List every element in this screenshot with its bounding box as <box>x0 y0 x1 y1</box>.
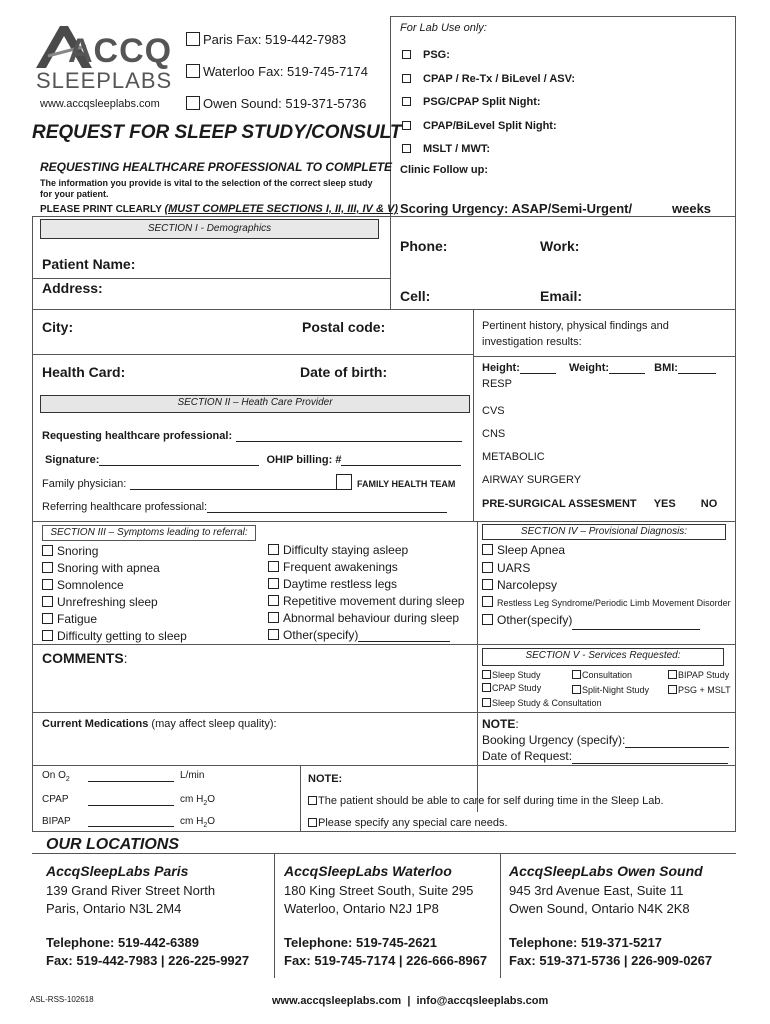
family-team-checkbox[interactable] <box>336 474 352 490</box>
locations-heading: OUR LOCATIONS <box>46 836 180 853</box>
history-resp: RESP <box>482 378 512 390</box>
page-title: REQUEST FOR SLEEP STUDY/CONSULT <box>32 122 402 143</box>
booking-date: Date of Request: <box>482 748 729 764</box>
intro-print: PLEASE PRINT CLEARLY (MUST COMPLETE SECTIONS I, II, III, IV & V) <box>40 203 398 215</box>
checkbox-icon <box>402 50 411 59</box>
city-label: City: <box>42 319 74 335</box>
diagnosis-list <box>482 542 731 630</box>
symptom-abnormal[interactable]: Abnormal behaviour during sleep <box>268 611 464 625</box>
cpap-line[interactable] <box>88 805 174 806</box>
section-3-header: SECTION III – Symptoms leading to referral: <box>42 525 256 541</box>
fax-options <box>186 30 368 114</box>
checkbox-icon <box>268 544 279 555</box>
section-1-header: SECTION I - Demographics <box>40 219 379 239</box>
email-label: Email: <box>540 288 583 304</box>
checkbox-icon <box>572 685 581 694</box>
postal-code-label: Postal code: <box>302 319 386 335</box>
checkbox-icon <box>482 562 493 573</box>
checkbox-icon <box>268 629 279 640</box>
section-2-header: SECTION II – Heath Care Provider <box>40 395 470 413</box>
checkbox-icon <box>402 144 411 153</box>
checkbox-icon <box>42 545 53 556</box>
referring-row: Referring healthcare professional: <box>42 501 447 513</box>
history-cvs: CVS <box>482 405 505 417</box>
service-split-night[interactable]: Split-Night Study <box>572 685 649 695</box>
bipap-line[interactable] <box>88 826 174 827</box>
medications-label: Current Medications (may affect sleep quality): <box>42 718 277 730</box>
intro-text: The information you provide is vital to the selection of the correct sleep study for your patient. <box>40 178 373 199</box>
vitals-row: Height: Weight: BMI: <box>482 362 716 374</box>
checkbox-icon <box>482 670 491 679</box>
footer-code: ASL-RSS-102618 <box>30 995 94 1004</box>
checkbox-icon <box>402 97 411 106</box>
lab-use-psg-cpap-split[interactable]: PSG/CPAP Split Night: <box>402 91 575 115</box>
symptom-staying-asleep[interactable]: Difficulty staying asleep <box>268 543 464 557</box>
location-waterloo: AccqSleepLabs Waterloo 180 King Street South, Suite 295 Waterloo, Ontario N2J 1P8 Telephone: 519-745-2621 Fax: 519-745-7174 | 226-666-8967 <box>284 863 488 968</box>
symptom-snoring-apnea[interactable]: Snoring with apnea <box>42 561 187 575</box>
logo-brand-bottom: SLEEPLABS <box>36 68 173 93</box>
history-metabolic: METABOLIC <box>482 451 545 463</box>
requesting-row: Requesting healthcare professional: <box>42 430 462 442</box>
checkbox-icon <box>268 561 279 572</box>
checkbox-icon <box>268 612 279 623</box>
section-5-header: SECTION V - Services Requested: <box>482 648 724 666</box>
note-special-care[interactable]: Please specify any special care needs. <box>308 812 664 834</box>
symptom-restless-legs[interactable]: Daytime restless legs <box>268 577 464 591</box>
service-sleep-study[interactable]: Sleep Study <box>482 670 541 680</box>
scoring-weeks: weeks <box>672 201 712 216</box>
checkbox-icon <box>482 579 493 590</box>
checkbox-icon <box>482 596 493 607</box>
checkbox-icon <box>668 685 677 694</box>
note-self-care[interactable]: The patient should be able to care for self during time in the Sleep Lab. <box>308 790 664 812</box>
clinic-follow-up: Clinic Follow up: <box>400 164 488 176</box>
booking-urgency: Booking Urgency (specify): <box>482 732 729 748</box>
logo-website: www.accqsleeplabs.com <box>40 98 160 110</box>
history-heading: Pertinent history, physical findings and investigation results: <box>482 320 669 348</box>
history-airway: AIRWAY SURGERY <box>482 474 582 486</box>
oxygen-block: On $O_2$ L/min CPAP cm $H_2O$ BIPAP cm $H_2O$ <box>42 770 216 829</box>
lab-use-cpap-bilevel-split[interactable]: CPAP/BiLevel Split Night: <box>402 115 575 139</box>
checkbox-icon <box>482 698 491 707</box>
diagnosis-sleep-apnea[interactable]: Sleep Apnea <box>482 542 731 560</box>
scoring-urgency: Scoring Urgency: ASAP/Semi-Urgent/ <box>400 201 633 216</box>
work-label: Work: <box>540 238 580 254</box>
symptom-snoring[interactable]: Snoring <box>42 544 187 558</box>
patient-name-label: Patient Name: <box>42 256 136 272</box>
symptom-somnolence[interactable]: Somnolence <box>42 578 187 592</box>
checkbox-icon <box>268 578 279 589</box>
location-owen-sound: AccqSleepLabs Owen Sound 945 3rd Avenue East, Suite 11 Owen Sound, Ontario N4K 2K8 Telephone: 519-371-5217 Fax: 519-371-5736 | 226-909-0267 <box>509 863 713 968</box>
notes-block: NOTE: The patient should be able to care for self during time in the Sleep Lab. Please specify any special care needs. <box>308 768 664 834</box>
fax-option-waterloo[interactable]: Waterloo Fax: 519-745-7174 <box>186 62 368 82</box>
comments-label: COMMENTS: <box>42 650 128 666</box>
presurgical-row: PRE-SURGICAL ASSESMENT YES NO <box>482 498 718 510</box>
checkbox-icon <box>42 630 53 641</box>
checkbox-icon <box>186 64 200 78</box>
service-bipap[interactable]: BIPAP Study <box>668 670 729 680</box>
symptom-fatigue[interactable]: Fatigue <box>42 612 187 626</box>
checkbox-icon <box>268 595 279 606</box>
logo <box>30 22 180 110</box>
intro-heading: REQUESTING HEALTHCARE PROFESSIONAL TO COMPLETE <box>40 160 393 174</box>
health-card-label: Health Card: <box>42 364 126 380</box>
checkbox-icon <box>482 683 491 692</box>
cell-label: Cell: <box>400 288 431 304</box>
symptoms-col2 <box>268 543 464 645</box>
service-psg-mslt[interactable]: PSG + MSLT <box>668 685 731 695</box>
checkbox-icon <box>308 796 317 805</box>
checkbox-icon <box>482 614 493 625</box>
diagnosis-narcolepsy[interactable]: Narcolepsy <box>482 577 731 595</box>
footer-contact[interactable]: www.accqsleeplabs.com | info@accqsleeplabs.com <box>272 995 549 1007</box>
checkbox-icon <box>572 670 581 679</box>
lab-use-mslt[interactable]: MSLT / MWT: <box>402 138 575 162</box>
services-list <box>482 670 732 714</box>
diagnosis-rls[interactable]: Restless Leg Syndrome/Periodic Limb Movement Disorder <box>482 595 731 613</box>
service-cpap[interactable]: CPAP Study <box>482 683 541 693</box>
lab-use-cpap[interactable]: CPAP / Re-Tx / BiLevel / ASV: <box>402 68 575 92</box>
dob-label: Date of birth: <box>300 364 388 380</box>
checkbox-icon <box>308 818 317 827</box>
symptoms-col1 <box>42 544 187 646</box>
diagnosis-other[interactable]: Other(specify) <box>482 612 731 630</box>
fax-option-paris[interactable]: Paris Fax: 519-442-7983 <box>186 30 368 50</box>
family-physician-row: Family physician: <box>42 478 340 490</box>
symptom-awakenings[interactable]: Frequent awakenings <box>268 560 464 574</box>
checkbox-icon <box>42 562 53 573</box>
diagnosis-uars[interactable]: UARS <box>482 560 731 578</box>
checkbox-icon <box>668 670 677 679</box>
symptom-other[interactable]: Other(specify) <box>268 628 464 642</box>
checkbox-icon <box>186 32 200 46</box>
lab-use-psg[interactable]: PSG: <box>402 44 575 68</box>
checkbox-icon <box>402 121 411 130</box>
section-4-header: SECTION IV – Provisional Diagnosis: <box>482 524 726 540</box>
symptom-unrefreshing[interactable]: Unrefreshing sleep <box>42 595 187 609</box>
address-label: Address: <box>42 280 103 296</box>
symptom-difficulty-getting[interactable]: Difficulty getting to sleep <box>42 629 187 643</box>
booking-block: NOTE: Booking Urgency (specify): Date of Request: <box>482 716 729 764</box>
signature-row: Signature: OHIP billing: # <box>45 454 461 466</box>
checkbox-icon <box>402 74 411 83</box>
symptom-repetitive[interactable]: Repetitive movement during sleep <box>268 594 464 608</box>
family-team-label: FAMILY HEALTH TEAM <box>357 479 456 489</box>
fax-option-owen-sound[interactable]: Owen Sound: 519-371-5736 <box>186 94 368 114</box>
lab-use-heading: For Lab Use only: <box>400 22 487 34</box>
checkbox-icon <box>482 544 493 555</box>
checkbox-icon <box>42 596 53 607</box>
checkbox-icon <box>42 613 53 624</box>
lab-use-items <box>402 44 575 162</box>
service-consultation[interactable]: Consultation <box>572 670 632 680</box>
checkbox-icon <box>186 96 200 110</box>
logo-brand-top: ACCQ <box>68 32 173 70</box>
checkbox-icon <box>42 579 53 590</box>
phone-label: Phone: <box>400 238 448 254</box>
service-sleep-consult[interactable]: Sleep Study & Consultation <box>482 698 602 708</box>
location-paris: AccqSleepLabs Paris 139 Grand River Street North Paris, Ontario N3L 2M4 Telephone: 519-442-6389 Fax: 519-442-7983 | 226-225-9927 <box>46 863 250 968</box>
o2-line[interactable] <box>88 781 174 782</box>
history-cns: CNS <box>482 428 506 440</box>
